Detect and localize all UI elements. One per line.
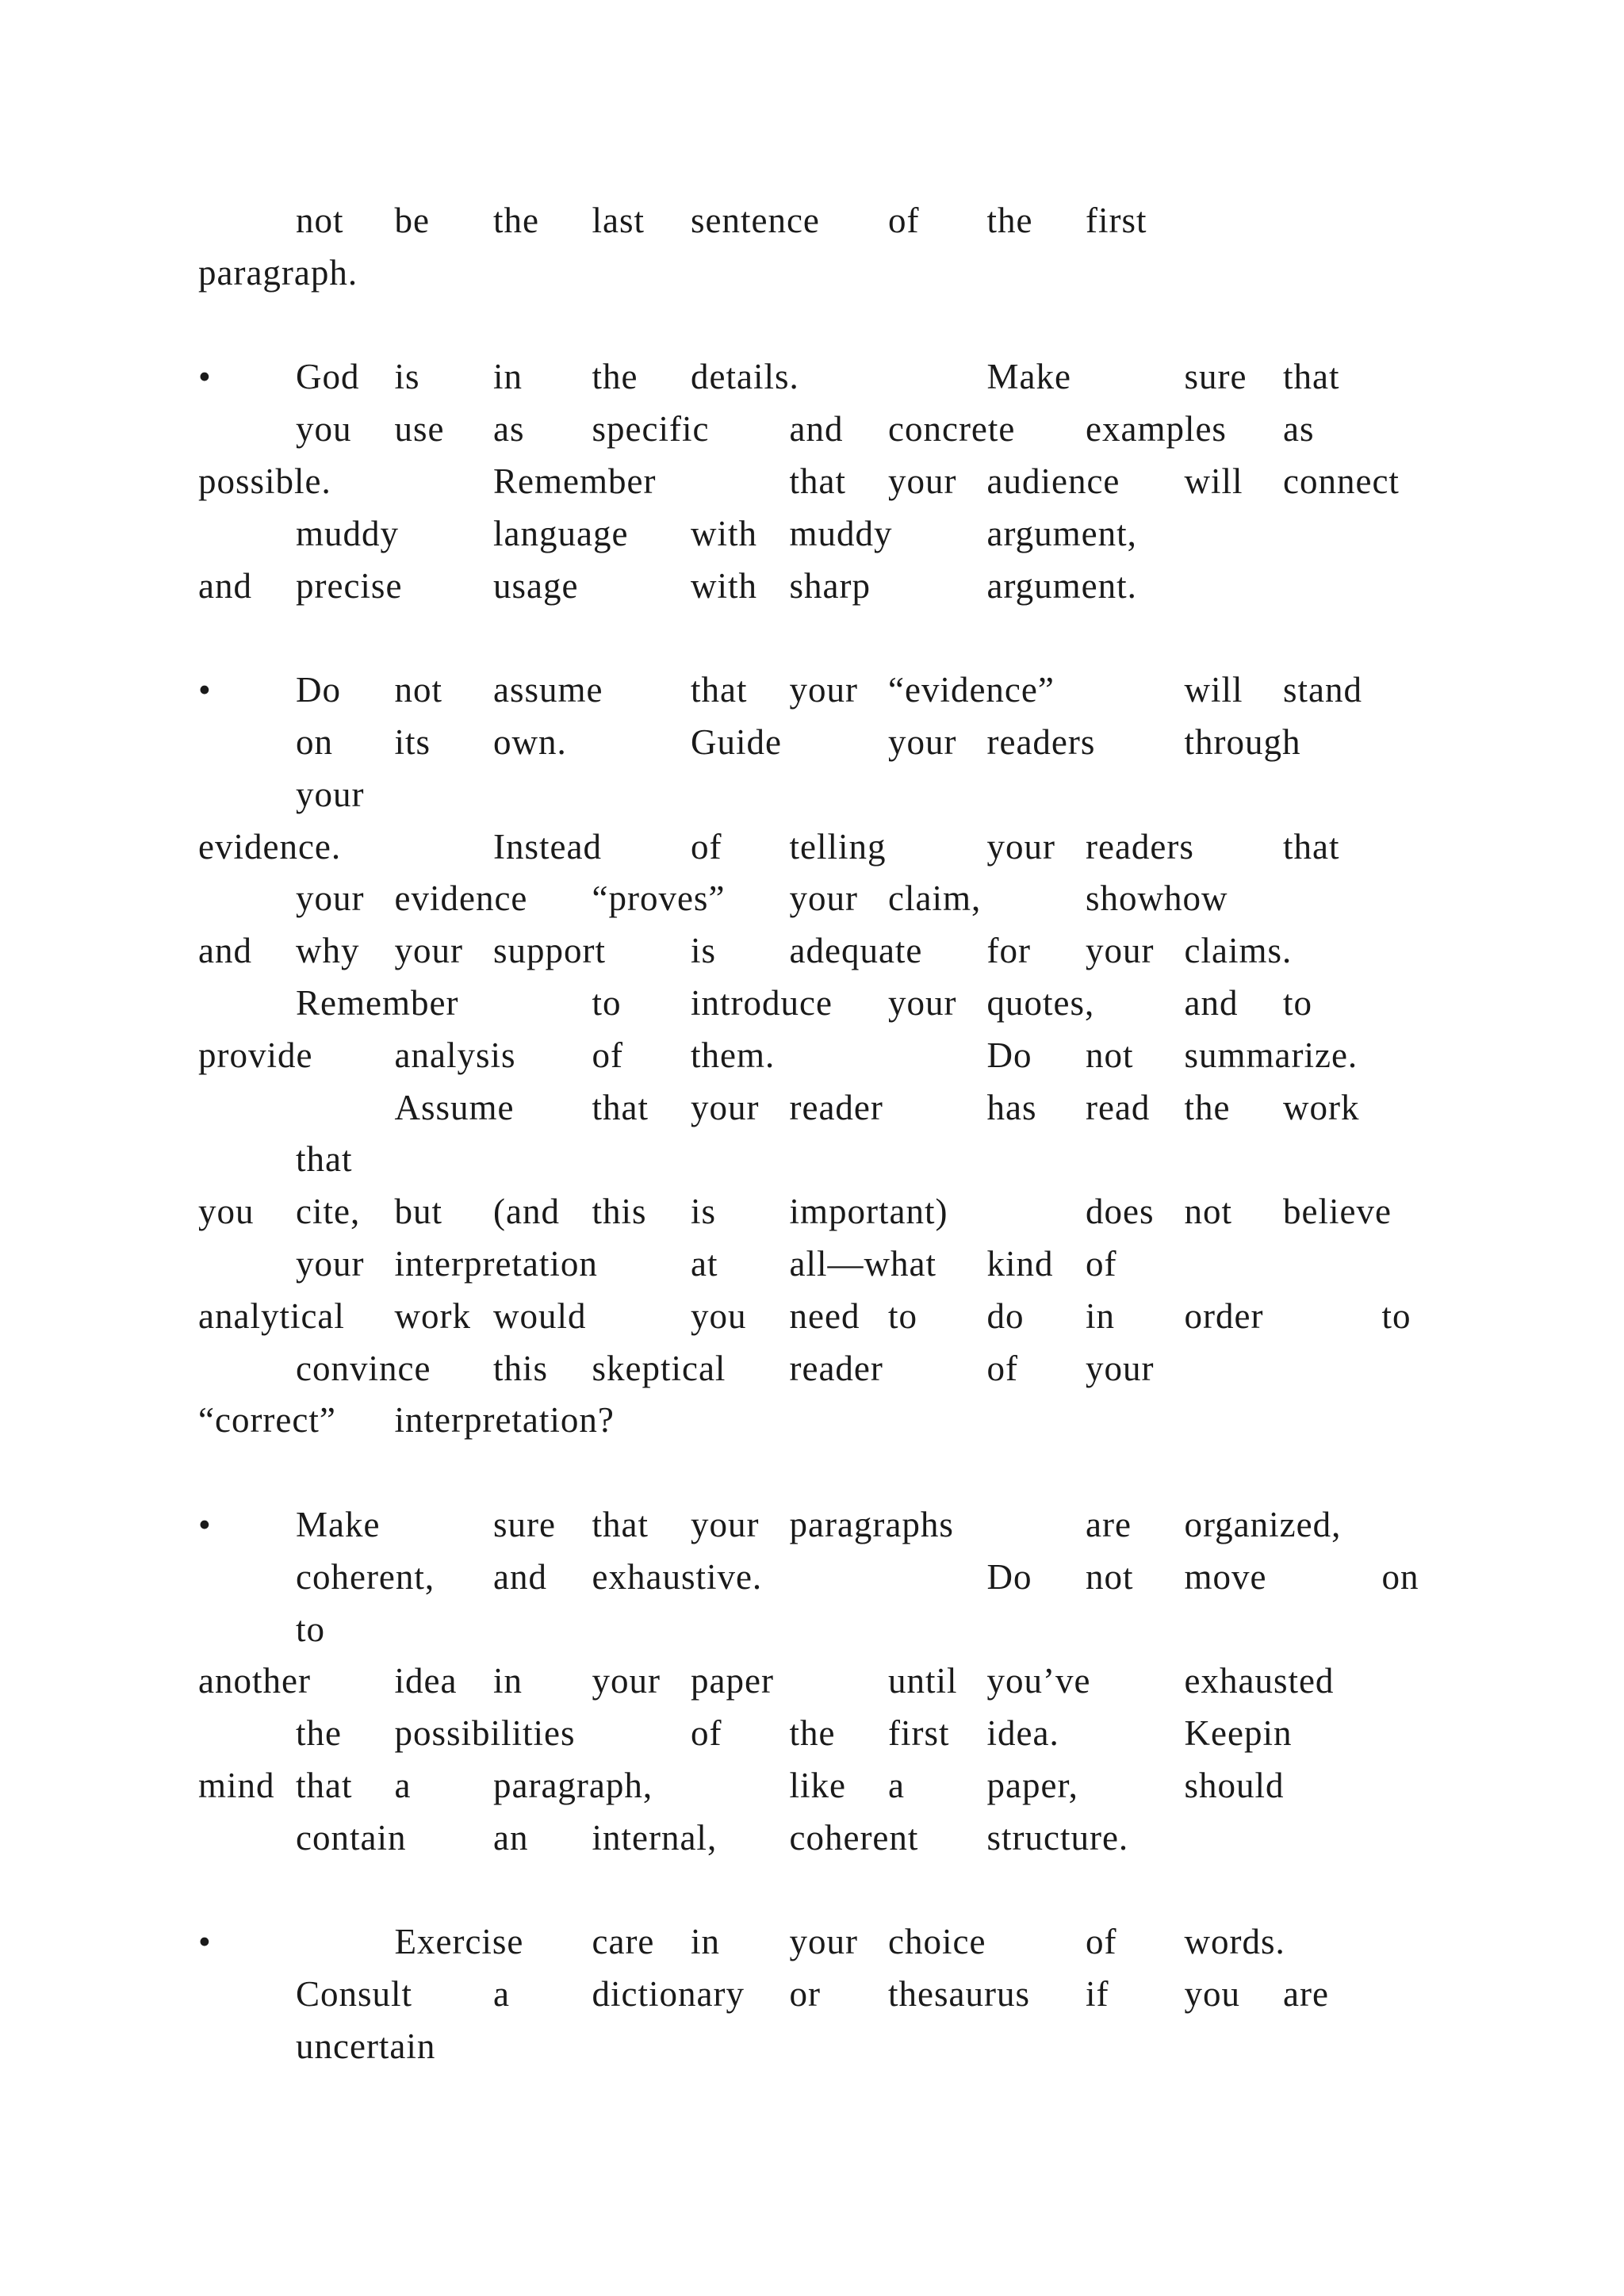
word: Make <box>296 1505 381 1544</box>
word: read <box>1086 1087 1151 1127</box>
word: this <box>592 1192 647 1232</box>
word: Keepin <box>1184 1713 1293 1754</box>
word: would <box>493 1295 587 1336</box>
word: internal, <box>592 1817 718 1858</box>
word: are <box>1086 1505 1132 1544</box>
word: usage <box>493 565 579 606</box>
word: paper, <box>986 1766 1078 1805</box>
word: exhausted <box>1184 1661 1335 1701</box>
word: do <box>986 1295 1025 1336</box>
word: your <box>888 722 957 762</box>
word: a <box>394 1766 412 1805</box>
word: words. <box>1184 1922 1285 1962</box>
word: not <box>394 670 443 710</box>
word: Do <box>986 1556 1032 1597</box>
word: your <box>592 1661 661 1701</box>
word: your <box>394 931 463 971</box>
word: interpretation <box>394 1244 598 1284</box>
word: kind <box>986 1244 1054 1284</box>
word: possible. <box>198 461 331 501</box>
word: assume <box>493 670 603 710</box>
word: that <box>1283 826 1340 867</box>
word: on <box>1381 1556 1419 1597</box>
word: through <box>1184 722 1301 762</box>
word: like <box>789 1766 846 1805</box>
word: paragraph. <box>198 252 358 293</box>
word: to <box>1283 983 1313 1023</box>
word: concrete <box>888 409 1016 450</box>
word: idea. <box>986 1713 1059 1754</box>
word: possibilities <box>394 1713 576 1754</box>
word: support <box>493 931 606 971</box>
word: for <box>986 931 1031 971</box>
word: of <box>691 826 722 867</box>
word: Do <box>986 1035 1032 1075</box>
word: (and <box>493 1192 560 1232</box>
word: analysis <box>394 1035 516 1075</box>
word: Instead <box>493 826 602 867</box>
word: believe <box>1283 1192 1392 1232</box>
word: introduce <box>691 983 833 1023</box>
word: paper <box>691 1661 774 1701</box>
word: paragraphs <box>789 1505 954 1544</box>
word: that <box>691 670 748 710</box>
word: readers <box>1086 826 1194 867</box>
bullet-mark: • <box>198 357 212 397</box>
word: contain <box>296 1817 407 1858</box>
word: “correct” <box>198 1400 336 1441</box>
word: convince <box>296 1348 431 1388</box>
word: is <box>691 931 717 971</box>
word: in <box>493 1661 523 1701</box>
word: be <box>394 201 430 240</box>
word: “proves” <box>592 878 726 919</box>
word: work <box>394 1295 471 1336</box>
word: and <box>493 1556 547 1597</box>
word: sharp <box>789 565 871 606</box>
word: specific <box>592 409 710 450</box>
word: to <box>296 1609 326 1649</box>
word: if <box>1086 1974 1109 2015</box>
word: and <box>789 409 844 450</box>
bullet-mark: • <box>198 1505 212 1544</box>
word: why <box>296 931 360 971</box>
word: organized, <box>1184 1505 1342 1544</box>
word: to <box>888 1295 918 1336</box>
word: your <box>296 878 365 919</box>
word: the <box>296 1713 342 1754</box>
word: the <box>986 201 1033 240</box>
word: important) <box>789 1192 948 1232</box>
word: stand <box>1283 670 1362 710</box>
word: precise <box>296 565 403 606</box>
word: of <box>1086 1244 1117 1284</box>
word: Exercise <box>394 1922 524 1962</box>
word: as <box>493 409 525 450</box>
word: the <box>592 357 638 397</box>
word: move <box>1184 1556 1267 1597</box>
word: or <box>789 1974 821 2015</box>
word: its <box>394 722 431 762</box>
word: coherent, <box>296 1556 435 1597</box>
word: not <box>1184 1192 1233 1232</box>
word: need <box>789 1295 860 1336</box>
word: “evidence” <box>888 670 1055 710</box>
word: your <box>691 1505 760 1544</box>
word: details. <box>691 357 799 397</box>
word: care <box>592 1922 655 1962</box>
word: that <box>1283 357 1340 397</box>
word: provide <box>198 1035 313 1075</box>
word: readers <box>986 722 1096 762</box>
word: is <box>394 357 420 397</box>
word: evidence. <box>198 826 342 867</box>
bullet-mark: • <box>198 1922 212 1962</box>
word: in <box>1086 1295 1116 1336</box>
word: interpretation? <box>394 1400 615 1441</box>
word: that <box>296 1766 353 1805</box>
word: work <box>1283 1087 1360 1127</box>
word: all—what <box>789 1244 936 1284</box>
word: your <box>789 1922 858 1962</box>
word: a <box>888 1766 905 1805</box>
word: claim, <box>888 878 982 919</box>
word: skeptical <box>592 1348 726 1388</box>
word: this <box>493 1348 549 1388</box>
word: as <box>1283 409 1315 450</box>
word: first <box>888 1713 950 1754</box>
word: that <box>789 461 846 501</box>
word: connect <box>1283 461 1400 501</box>
word: not <box>1086 1035 1134 1075</box>
word: is <box>691 1192 717 1232</box>
word: own. <box>493 722 567 762</box>
word: does <box>1086 1192 1155 1232</box>
word: analytical <box>198 1295 345 1336</box>
word: at <box>691 1244 718 1284</box>
word: Assume <box>394 1087 515 1127</box>
word: your <box>789 670 858 710</box>
word: evidence <box>394 878 528 919</box>
word: that <box>296 1139 353 1180</box>
word: telling <box>789 826 887 867</box>
word: first <box>1086 201 1147 240</box>
word: muddy <box>789 513 893 553</box>
word: structure. <box>986 1817 1129 1858</box>
word: a <box>493 1974 510 2015</box>
word: adequate <box>789 931 923 971</box>
word: audience <box>986 461 1120 501</box>
word: exhaustive. <box>592 1556 763 1597</box>
word: that <box>592 1087 649 1127</box>
word: the <box>1184 1087 1231 1127</box>
word: Do <box>296 670 341 710</box>
word: not <box>296 201 344 240</box>
word: reader <box>789 1348 883 1388</box>
word: showhow <box>1086 878 1228 919</box>
word: choice <box>888 1922 986 1962</box>
word: has <box>986 1087 1037 1127</box>
word: should <box>1184 1766 1285 1805</box>
word: paragraph, <box>493 1766 653 1805</box>
word: order <box>1184 1295 1264 1336</box>
word: of <box>592 1035 623 1075</box>
word: your <box>888 983 957 1023</box>
word: of <box>1086 1922 1117 1962</box>
word: Make <box>986 357 1071 397</box>
word: on <box>296 722 333 762</box>
word: sure <box>1184 357 1247 397</box>
word: of <box>691 1713 722 1754</box>
word: language <box>493 513 629 553</box>
word: argument, <box>986 513 1137 553</box>
word: them. <box>691 1035 776 1075</box>
word: sentence <box>691 201 820 240</box>
word: claims. <box>1184 931 1293 971</box>
word: and <box>1184 983 1239 1023</box>
word: to <box>592 983 622 1023</box>
word: not <box>1086 1556 1134 1597</box>
word: in <box>691 1922 721 1962</box>
word: cite, <box>296 1192 361 1232</box>
word: your <box>986 826 1055 867</box>
word: in <box>493 357 523 397</box>
word: your <box>1086 931 1155 971</box>
word: with <box>691 513 758 553</box>
word: last <box>592 201 645 240</box>
word: you <box>296 409 352 450</box>
word: mind <box>198 1766 275 1805</box>
word: that <box>592 1505 649 1544</box>
word: are <box>1283 1974 1329 2015</box>
word: of <box>986 1348 1018 1388</box>
word: coherent <box>789 1817 919 1858</box>
bullet-mark: • <box>198 670 212 710</box>
word: you <box>1184 1974 1240 2015</box>
word: sure <box>493 1505 556 1544</box>
word: idea <box>394 1661 458 1701</box>
word: your <box>296 1244 365 1284</box>
word: to <box>1381 1295 1411 1336</box>
word: Consult <box>296 1974 413 2015</box>
word: summarize. <box>1184 1035 1358 1075</box>
word: an <box>493 1817 529 1858</box>
word: use <box>394 409 445 450</box>
word: Remember <box>493 461 657 501</box>
word: Remember <box>296 983 459 1023</box>
word: your <box>888 461 957 501</box>
word: your <box>1086 1348 1155 1388</box>
word: muddy <box>296 513 400 553</box>
word: the <box>493 201 539 240</box>
word: and <box>198 565 252 606</box>
word: your <box>691 1087 760 1127</box>
word: of <box>888 201 920 240</box>
word: you <box>691 1295 747 1336</box>
word: and <box>198 931 252 971</box>
word: another <box>198 1661 311 1701</box>
word: thesaurus <box>888 1974 1030 2015</box>
word: will <box>1184 461 1243 501</box>
word: you <box>198 1192 255 1232</box>
word: quotes, <box>986 983 1095 1023</box>
word: uncertain <box>296 2026 436 2066</box>
word: but <box>394 1192 443 1232</box>
word: God <box>296 357 360 397</box>
word: with <box>691 565 758 606</box>
word: reader <box>789 1087 883 1127</box>
word: the <box>789 1713 836 1754</box>
word: your <box>789 878 858 919</box>
word: Guide <box>691 722 782 762</box>
word: examples <box>1086 409 1227 450</box>
word: argument. <box>986 565 1137 606</box>
word: you’ve <box>986 1661 1091 1701</box>
word: will <box>1184 670 1243 710</box>
word: your <box>296 774 365 814</box>
word: dictionary <box>592 1974 745 2015</box>
word: until <box>888 1661 958 1701</box>
